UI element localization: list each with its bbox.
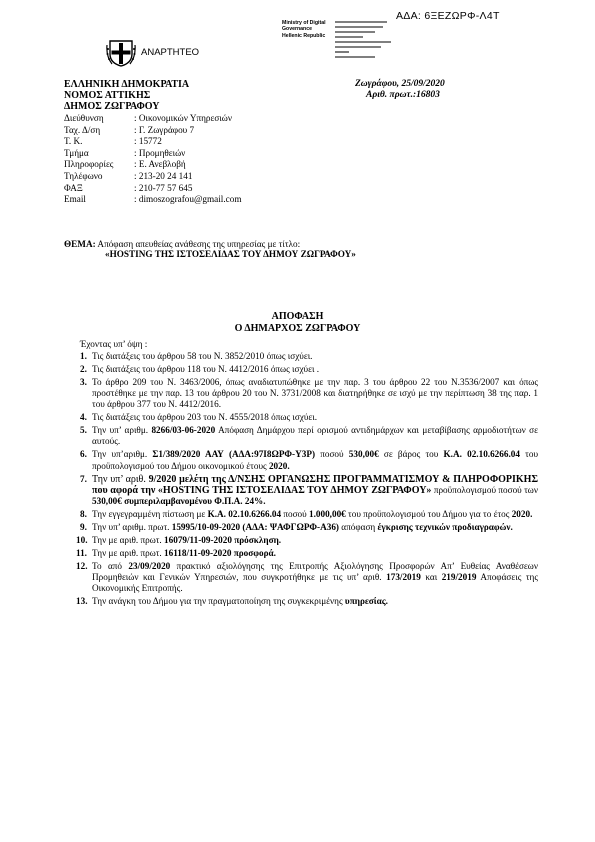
list-item xyxy=(80,522,538,533)
list-item-number: 7. xyxy=(80,473,87,484)
subject-title: «HOSTING ΤΗΣ ΙΣΤΟΣΕΛΙΔΑΣ ΤΟΥ ΔΗΜΟΥ ΖΩΓΡΑΦΟΥ» xyxy=(105,249,356,259)
info-row xyxy=(64,183,241,195)
info-label: Διεύθυνση xyxy=(64,113,104,123)
list-item-number: 2. xyxy=(80,363,87,374)
given-intro: Έχοντας υπ’ όψη : xyxy=(80,339,148,349)
info-row xyxy=(64,136,241,148)
list-item-text: Τις διατάξεις του άρθρου 58 του Ν. 3852/2010 όπως ισχύει. xyxy=(92,351,313,361)
info-label: Τ. Κ. xyxy=(64,136,83,147)
info-value: : 210-77 57 645 xyxy=(134,182,193,193)
document-date: Ζωγράφου, 25/09/2020 xyxy=(355,79,445,89)
list-item-text: Την υπ’ αριθμ. πρωτ. 15995/10-09-2020 (ΑΔΑ: ΨΑΦΓΩΡΦ-Α36) απόφαση έγκρισης τεχνικών προδιαγραφών. xyxy=(92,521,513,532)
info-label: Πληροφορίες xyxy=(64,159,114,170)
info-value: : Οικονομικών Υπηρεσιών xyxy=(134,113,232,123)
list-item-text: Το άρθρο 209 του Ν. 3463/2006, όπως αναδιατυπώθηκε με την παρ. 3 του άρθρου 22 του Ν.3536/2007 και όπως προστέθηκε με την παρ. 13 του άρθρου 20 του Ν. 3731/2008 και διατηρήθηκε σε ισχύ με την περίπτωση 38 της παρ. 1 του άρθρου 377 του Ν. 4412/2016. xyxy=(92,376,538,410)
list-item-text: Την υπ’ αριθμ. 8266/03-06-2020 Απόφαση Δημάρχου περί ορισμού αντιδημάρχων και μεταβίβασης αρμοδιοτήτων σε αυτούς. xyxy=(92,425,538,447)
list-item xyxy=(80,412,538,423)
subject-label: ΘΕΜΑ: xyxy=(64,239,96,249)
header-country: ΕΛΛΗΝΙΚΗ ΔΗΜΟΚΡΑΤΙΑ xyxy=(64,79,190,90)
stamp-line: Hellenic Republic xyxy=(282,32,326,39)
info-label: Email xyxy=(64,194,86,205)
list-item-text: Την ανάγκη του Δήμου για την πραγματοποίηση της συγκεκριμένης υπηρεσίας. xyxy=(92,596,388,607)
list-item-number: 12. xyxy=(76,560,88,571)
info-value: : Ε. Ανεβλοβή xyxy=(134,159,186,170)
header-municipality: ΔΗΜΟΣ ΖΩΓΡΑΦΟΥ xyxy=(64,101,160,112)
header-prefecture: ΝΟΜΟΣ ΑΤΤΙΚΗΣ xyxy=(64,90,151,101)
list-item-number: 4. xyxy=(80,412,87,423)
greek-coat-of-arms-icon xyxy=(106,38,136,68)
info-row xyxy=(64,171,241,183)
list-item-text: Τις διατάξεις του άρθρου 203 του Ν. 4555/2018 όπως ισχύει. xyxy=(92,412,318,423)
list-item xyxy=(80,509,538,520)
stamp-line: Ministry of Digital xyxy=(282,20,326,26)
info-value: : dimoszografou@gmail.com xyxy=(134,194,242,205)
list-item-text: Την υπ’ αριθ. 9/2020 μελέτη της Δ/ΝΣΗΣ ΟΡΓΑΝΩΣΗΣ ΠΡΟΓΡΑΜΜΑΤΙΣΜΟΥ & ΠΛΗΡΟΦΟΡΙΚΗΣ που αφορά την «HOSTING ΤΗΣ ΙΣΤΟΣΕΛΙΔΑΣ ΤΟΥ ΔΗΜΟΥ ΖΩΓΡΑΦΟΥ» προϋπολογισμού ποσού των 530,00€ συμπεριλαμβανομένου Φ.Π.Α. 24%. xyxy=(92,473,539,507)
subject-text: Απόφαση απευθείας ανάθεσης της υπηρεσίας με τίτλο: xyxy=(95,239,301,249)
list-item xyxy=(76,596,538,607)
list-item xyxy=(76,547,538,559)
digital-signature-stamp xyxy=(282,20,326,39)
considerations-list xyxy=(76,351,539,609)
list-item xyxy=(80,449,538,472)
digital-signature-details xyxy=(335,19,395,60)
info-label: Τηλέφωνο xyxy=(64,170,103,181)
subject-line xyxy=(64,239,300,249)
stamp-line: Governance xyxy=(282,26,312,33)
list-item-number: 11. xyxy=(76,547,87,558)
list-item-text: Την εγγεγραμμένη πίστωση με Κ.Α. 02.10.6266.04 ποσού 1.000,00€ του προϋπολογισμού του Δήμου για το έτος 2020. xyxy=(92,509,533,520)
info-value: : 213-20 24 141 xyxy=(134,170,193,181)
decision-subtitle: Ο ΔΗΜΑΡΧΟΣ ΖΩΓΡΑΦΟΥ xyxy=(234,323,361,334)
list-item xyxy=(76,560,538,595)
list-item-number: 13. xyxy=(76,596,88,607)
list-item-number: 9. xyxy=(80,521,87,532)
illegible-stamp-text-icon xyxy=(335,19,395,59)
posting-label: ΑΝΑΡΤΗΤΕΟ xyxy=(141,47,200,58)
info-row xyxy=(64,159,241,171)
list-item-number: 8. xyxy=(80,509,87,520)
list-item-text: Τις διατάξεις του άρθρου 118 του Ν. 4412/2016 όπως ισχύει . xyxy=(92,363,320,374)
decision-title: ΑΠΟΦΑΣΗ xyxy=(271,311,324,322)
list-item-number: 5. xyxy=(80,425,87,436)
protocol-number: Αριθ. πρωτ.:16803 xyxy=(366,90,440,100)
list-item-text: Το από 23/09/2020 πρακτικό αξιολόγησης της Επιτροπής Αξιολόγησης Προσφορών Απ’ Ευθείας Αναθέσεων Προμηθειών και Γενικών Υπηρεσιών, που συγκροτήθηκε με τις υπ’ αριθ. 173/2019 και 219/2019 Αποφάσεις της Οικονομικής Επιτροπής. xyxy=(92,560,538,594)
list-item xyxy=(80,474,538,508)
info-label: Ταχ. Δ/ση xyxy=(64,124,101,135)
list-item xyxy=(80,425,538,448)
list-item xyxy=(80,377,538,411)
info-row xyxy=(64,194,241,206)
info-value: : 15772 xyxy=(134,136,162,147)
list-item xyxy=(80,364,538,375)
ada-code: ΑΔΑ: 6ΞΕΖΩΡΦ-Λ4Τ xyxy=(396,10,500,22)
list-item xyxy=(76,534,538,546)
list-item-number: 6. xyxy=(80,449,87,460)
info-label: ΦΑΞ xyxy=(64,182,83,193)
list-item-number: 10. xyxy=(76,534,88,545)
info-value: : Προμηθειών xyxy=(134,147,186,158)
list-item-text: Την με αριθ. πρωτ. 16079/11-09-2020 πρόσκληση. xyxy=(92,534,282,545)
info-label: Τμήμα xyxy=(64,147,89,158)
list-item-number: 3. xyxy=(80,376,87,387)
info-row xyxy=(64,148,241,160)
info-row xyxy=(64,113,241,125)
list-item-text: Την υπ’αριθμ. Σ1/389/2020 ΑΑΥ (ΑΔΑ:97Ι8ΩΡΦ-Υ3Ρ) ποσού 530,00€ σε βάρος του Κ.Α. 02.10.6266.04 του προϋπολογισμού του Δήμου οικονομικού έτους 2020. xyxy=(92,449,539,471)
info-value: : Γ. Ζωγράφου 7 xyxy=(134,124,195,135)
list-item xyxy=(80,351,538,362)
list-item-number: 1. xyxy=(80,351,87,361)
contact-info xyxy=(64,113,241,206)
list-item-text: Την με αριθ. πρωτ. 16118/11-09-2020 προσφορά. xyxy=(92,547,276,558)
info-row xyxy=(64,125,241,137)
